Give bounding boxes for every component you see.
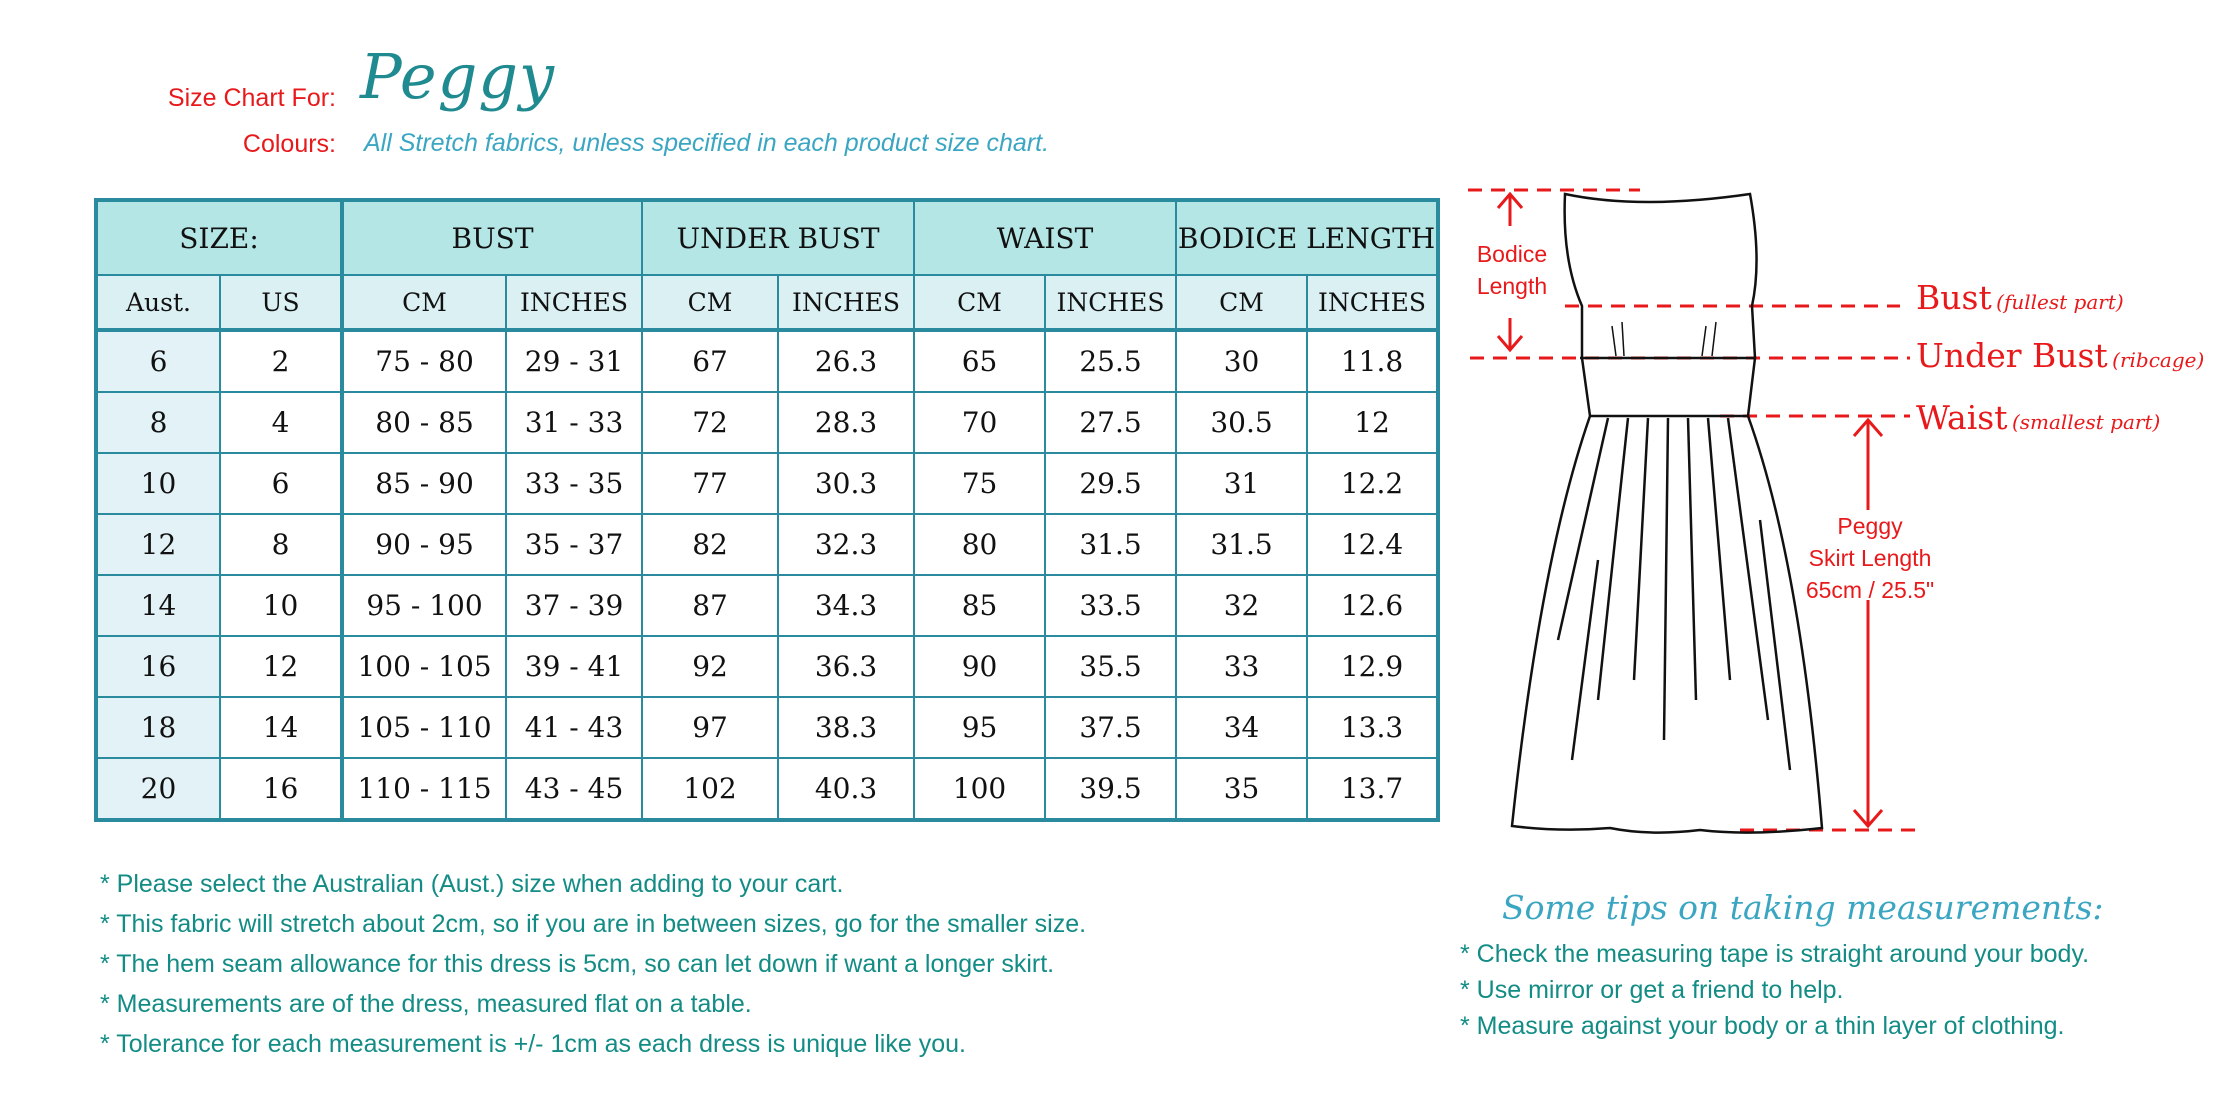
under-bust-note: (ribcage) [2112, 348, 2205, 372]
subheader-waist-cm: CM [914, 275, 1045, 330]
subheader-underbust-cm: CM [642, 275, 778, 330]
tips-title: Some tips on taking measurements: [1502, 888, 2104, 927]
subheader-bust-inches: INCHES [506, 275, 642, 330]
cell-waist-cm: 90 [914, 636, 1045, 697]
cell-bodice-cm: 35 [1176, 758, 1307, 820]
cell-bodice-inches: 12.4 [1307, 514, 1438, 575]
bust-label [1916, 278, 2124, 317]
bodice-length-label [1468, 238, 1556, 302]
group-header-row [96, 200, 1438, 275]
cell-waist-inches: 39.5 [1045, 758, 1176, 820]
cell-bust-inches: 39 - 41 [506, 636, 642, 697]
bust-text: Bust [1916, 278, 1992, 317]
cell-aust: 8 [96, 392, 220, 453]
note-item: * Please select the Australian (Aust.) size when adding to your cart. [100, 870, 844, 898]
cell-aust: 16 [96, 636, 220, 697]
subheader-aust: Aust. [96, 275, 220, 330]
cell-bodice-cm: 33 [1176, 636, 1307, 697]
cell-waist-cm: 80 [914, 514, 1045, 575]
waist-label [1916, 398, 2160, 437]
subheader-bodice-inches: INCHES [1307, 275, 1438, 330]
cell-bust-cm: 95 - 100 [342, 575, 506, 636]
cell-underbust-cm: 102 [642, 758, 778, 820]
cell-underbust-inches: 28.3 [778, 392, 914, 453]
cell-waist-cm: 100 [914, 758, 1045, 820]
cell-bodice-inches: 12.9 [1307, 636, 1438, 697]
table-row [96, 330, 1438, 392]
cell-underbust-cm: 82 [642, 514, 778, 575]
group-size: SIZE: [96, 200, 342, 275]
cell-waist-inches: 25.5 [1045, 330, 1176, 392]
tip-item: * Check the measuring tape is straight around your body. [1460, 940, 2090, 968]
cell-bodice-inches: 13.3 [1307, 697, 1438, 758]
cell-aust: 6 [96, 330, 220, 392]
skirt-label-line: 65cm / 25.5" [1805, 577, 1935, 603]
cell-waist-cm: 70 [914, 392, 1045, 453]
cell-bodice-inches: 12 [1307, 392, 1438, 453]
cell-bodice-inches: 13.7 [1307, 758, 1438, 820]
cell-waist-cm: 75 [914, 453, 1045, 514]
cell-underbust-inches: 40.3 [778, 758, 914, 820]
cell-us: 4 [220, 392, 342, 453]
cell-aust: 14 [96, 575, 220, 636]
cell-bust-inches: 41 - 43 [506, 697, 642, 758]
skirt-length-arrow [1854, 420, 1882, 826]
cell-underbust-inches: 30.3 [778, 453, 914, 514]
table-row [96, 392, 1438, 453]
cell-us: 10 [220, 575, 342, 636]
cell-bust-cm: 110 - 115 [342, 758, 506, 820]
cell-aust: 18 [96, 697, 220, 758]
table-row [96, 453, 1438, 514]
cell-underbust-cm: 97 [642, 697, 778, 758]
waist-text: Waist [1916, 398, 2008, 437]
group-bodice-length: BODICE LENGTH [1176, 200, 1438, 275]
cell-bust-cm: 90 - 95 [342, 514, 506, 575]
table-row [96, 575, 1438, 636]
table-row [96, 697, 1438, 758]
skirt-label-line: Peggy [1837, 513, 1903, 539]
cell-us: 8 [220, 514, 342, 575]
dress-outline [1512, 194, 1822, 833]
cell-bust-cm: 75 - 80 [342, 330, 506, 392]
cell-underbust-inches: 32.3 [778, 514, 914, 575]
under-bust-label [1916, 336, 2204, 375]
note-item: * Measurements are of the dress, measured flat on a table. [100, 990, 752, 1018]
cell-bust-cm: 100 - 105 [342, 636, 506, 697]
cell-bodice-cm: 32 [1176, 575, 1307, 636]
cell-waist-inches: 29.5 [1045, 453, 1176, 514]
subheader-underbust-inches: INCHES [778, 275, 914, 330]
cell-us: 6 [220, 453, 342, 514]
cell-waist-inches: 35.5 [1045, 636, 1176, 697]
cell-underbust-inches: 26.3 [778, 330, 914, 392]
group-waist: WAIST [914, 200, 1176, 275]
cell-underbust-cm: 72 [642, 392, 778, 453]
cell-waist-inches: 27.5 [1045, 392, 1176, 453]
cell-underbust-inches: 36.3 [778, 636, 914, 697]
subheader-waist-inches: INCHES [1045, 275, 1176, 330]
cell-waist-inches: 37.5 [1045, 697, 1176, 758]
note-item: * Tolerance for each measurement is +/- 1cm as each dress is unique like you. [100, 1030, 966, 1058]
cell-waist-inches: 33.5 [1045, 575, 1176, 636]
tip-item: * Use mirror or get a friend to help. [1460, 976, 1844, 1004]
cell-bodice-cm: 31 [1176, 453, 1307, 514]
group-bust: BUST [342, 200, 642, 275]
cell-bodice-inches: 12.6 [1307, 575, 1438, 636]
skirt-label-line: Skirt Length [1808, 545, 1932, 571]
cell-bodice-cm: 31.5 [1176, 514, 1307, 575]
cell-aust: 20 [96, 758, 220, 820]
colours-label: Colours: [242, 130, 336, 158]
size-chart-label: Size Chart For: [167, 84, 336, 112]
cell-us: 12 [220, 636, 342, 697]
cell-underbust-cm: 67 [642, 330, 778, 392]
cell-bust-inches: 29 - 31 [506, 330, 642, 392]
table-row [96, 758, 1438, 820]
subheader-bodice-cm: CM [1176, 275, 1307, 330]
bodice-label-line: Length [1476, 273, 1548, 299]
cell-bust-inches: 35 - 37 [506, 514, 642, 575]
colours-text: All Stretch fabrics, unless specified in each product size chart. [364, 129, 1050, 157]
cell-bust-inches: 33 - 35 [506, 453, 642, 514]
cell-us: 2 [220, 330, 342, 392]
note-item: * This fabric will stretch about 2cm, so if you are in between sizes, go for the smaller size. [100, 910, 1087, 938]
cell-aust: 10 [96, 453, 220, 514]
note-item: * The hem seam allowance for this dress is 5cm, so can let down if want a longer skirt. [100, 950, 1055, 978]
cell-aust: 12 [96, 514, 220, 575]
cell-waist-cm: 85 [914, 575, 1045, 636]
table-row [96, 636, 1438, 697]
cell-bodice-cm: 30.5 [1176, 392, 1307, 453]
cell-waist-cm: 65 [914, 330, 1045, 392]
cell-bust-cm: 80 - 85 [342, 392, 506, 453]
cell-bodice-cm: 34 [1176, 697, 1307, 758]
group-under-bust: UNDER BUST [642, 200, 914, 275]
cell-bodice-inches: 12.2 [1307, 453, 1438, 514]
cell-underbust-inches: 38.3 [778, 697, 914, 758]
cell-us: 14 [220, 697, 342, 758]
subheader-us: US [220, 275, 342, 330]
under-bust-text: Under Bust [1916, 336, 2108, 375]
cell-bust-inches: 31 - 33 [506, 392, 642, 453]
table-row [96, 514, 1438, 575]
cell-bust-inches: 37 - 39 [506, 575, 642, 636]
skirt-length-label [1800, 510, 1940, 606]
cell-underbust-cm: 92 [642, 636, 778, 697]
cell-bust-inches: 43 - 45 [506, 758, 642, 820]
cell-bodice-inches: 11.8 [1307, 330, 1438, 392]
bodice-label-line: Bodice [1476, 241, 1548, 267]
cell-underbust-inches: 34.3 [778, 575, 914, 636]
waist-note: (smallest part) [2011, 410, 2161, 434]
cell-waist-cm: 95 [914, 697, 1045, 758]
cell-us: 16 [220, 758, 342, 820]
bust-note: (fullest part) [1996, 290, 2124, 314]
subheader-bust-cm: CM [342, 275, 506, 330]
subheader-row [96, 275, 1438, 330]
size-table [94, 198, 1440, 822]
cell-waist-inches: 31.5 [1045, 514, 1176, 575]
cell-bust-cm: 85 - 90 [342, 453, 506, 514]
cell-bust-cm: 105 - 110 [342, 697, 506, 758]
cell-underbust-cm: 77 [642, 453, 778, 514]
cell-underbust-cm: 87 [642, 575, 778, 636]
cell-bodice-cm: 30 [1176, 330, 1307, 392]
product-name: Peggy [360, 40, 556, 113]
tip-item: * Measure against your body or a thin layer of clothing. [1460, 1012, 2065, 1040]
